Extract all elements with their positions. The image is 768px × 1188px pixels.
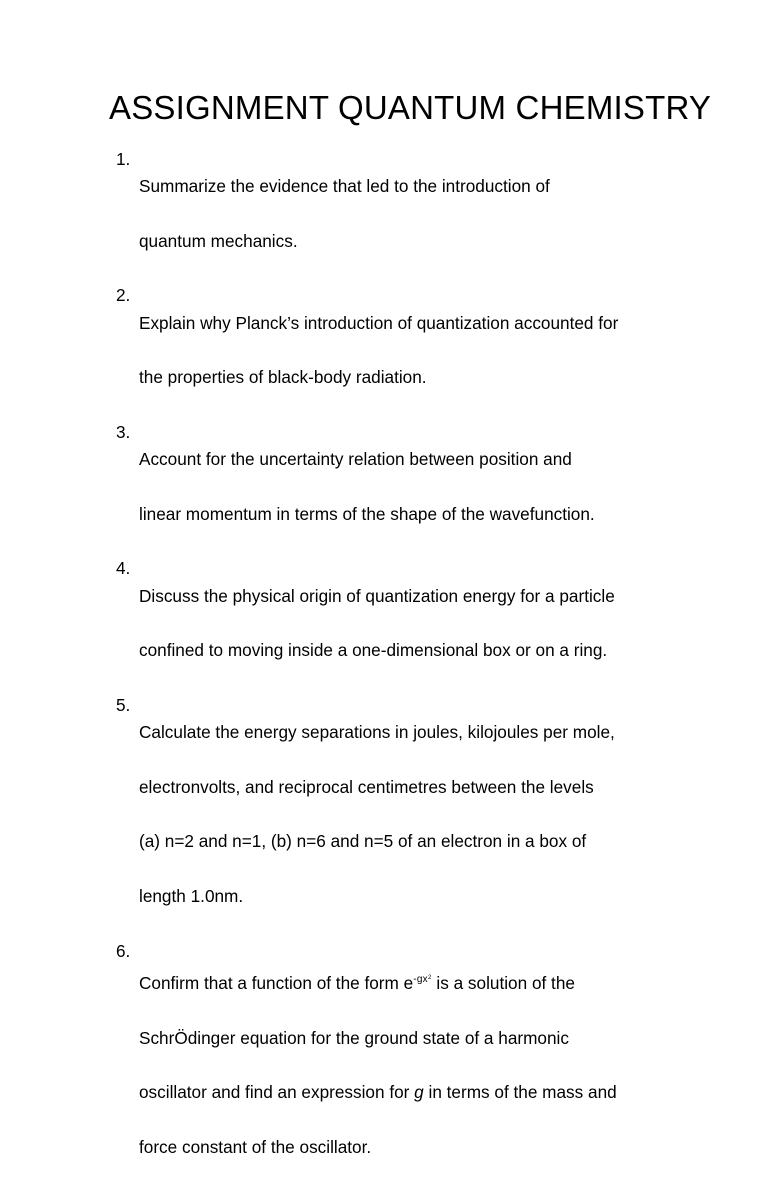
question-line: force constant of the oscillator.: [139, 1136, 372, 1157]
question-line: electronvolts, and reciprocal centimetres between the levels: [139, 776, 594, 797]
exponent-superscript: [413, 974, 431, 985]
question-text: [139, 419, 696, 555]
question-number: 3.: [116, 421, 131, 442]
question-number: 6.: [116, 940, 131, 961]
question-line: length 1.0nm.: [139, 886, 244, 907]
question-line-suffix: in terms of the mass and: [423, 1082, 617, 1103]
question-number: 5.: [116, 694, 131, 715]
question-line: SchrÖdinger equation for the ground state of a harmonic: [139, 1027, 569, 1048]
variable-g: g: [414, 1082, 424, 1103]
question-line-suffix: is a solution of the: [431, 972, 575, 993]
question-line: [139, 1079, 696, 1106]
question-line: (a) n=2 and n=1, (b) n=6 and n=5 of an electron in a box of: [139, 831, 587, 852]
question-text: [139, 282, 696, 418]
exponent-power: 2: [427, 974, 432, 981]
question-line: quantum mechanics.: [139, 230, 298, 251]
question-line: Discuss the physical origin of quantization energy for a particle: [139, 585, 615, 606]
question-item-6: [116, 938, 696, 1188]
question-line: linear momentum in terms of the shape of the wavefunction.: [139, 503, 595, 524]
question-line: Explain why Planck’s introduction of quantization accounted for: [139, 312, 619, 333]
question-text: [139, 938, 696, 1188]
question-line: Summarize the evidence that led to the introduction of: [139, 176, 550, 197]
question-line-prefix: oscillator and find an expression for: [139, 1082, 415, 1103]
question-item-4: [116, 555, 696, 691]
document-title: ASSIGNMENT QUANTUM CHEMISTRY: [109, 89, 712, 126]
question-item-2: [116, 282, 696, 418]
question-item-5: [116, 692, 696, 938]
question-text: [139, 692, 696, 938]
question-line: the properties of black-body radiation.: [139, 367, 427, 388]
question-number: 2.: [116, 285, 131, 306]
question-line-prefix: Confirm that a function of the form e: [139, 972, 414, 993]
question-number: 1.: [116, 149, 131, 169]
question-line: Account for the uncertainty relation between position and: [139, 449, 572, 470]
exponent-text: -gx: [413, 973, 428, 985]
question-text: [139, 555, 696, 691]
question-line: [139, 965, 696, 997]
question-item-1: [116, 146, 696, 282]
question-text: [139, 146, 696, 282]
question-line: Calculate the energy separations in joules, kilojoules per mole,: [139, 722, 615, 743]
question-line: confined to moving inside a one-dimensional box or on a ring.: [139, 640, 608, 661]
question-list: [116, 146, 696, 1188]
question-item-3: [116, 419, 696, 555]
question-number: 4.: [116, 558, 131, 579]
